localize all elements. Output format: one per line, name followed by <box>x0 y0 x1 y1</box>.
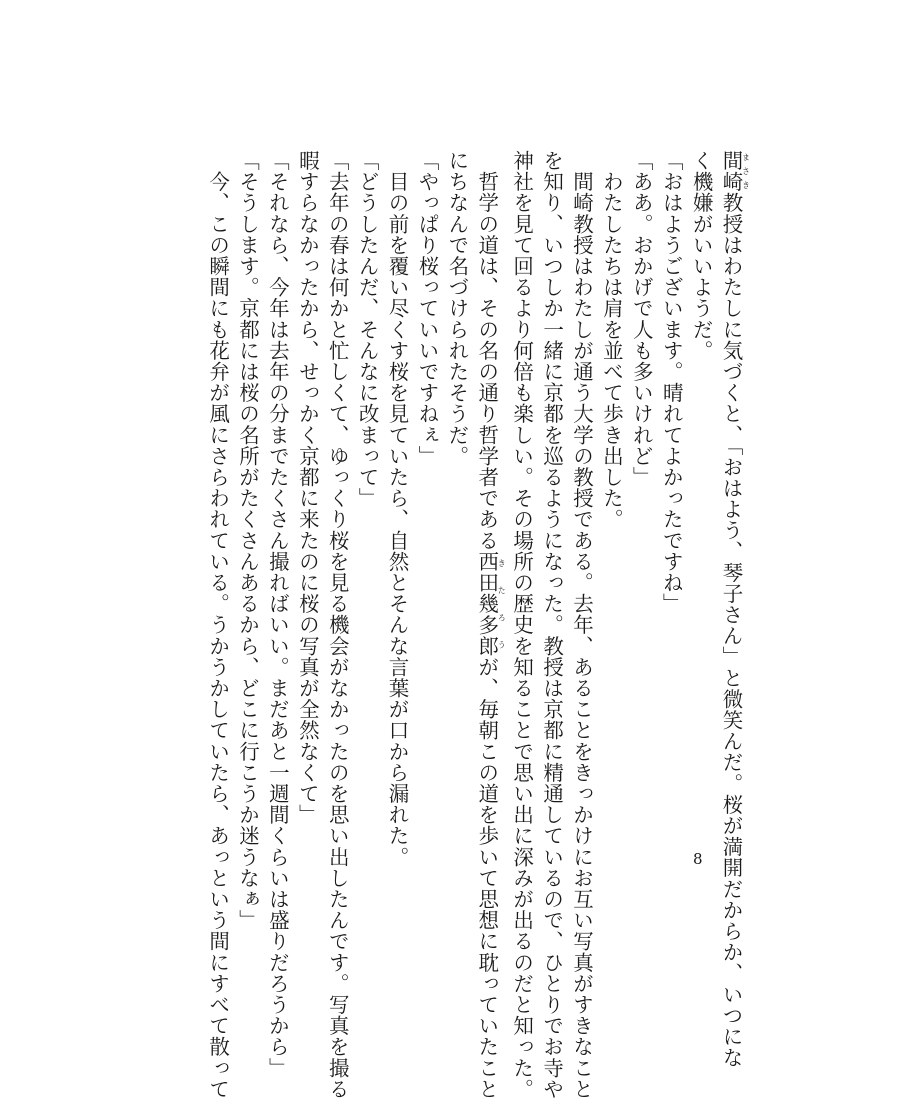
text-line: わたしたちは肩を並べて歩き出した。 <box>599 150 624 530</box>
text-segment: 教授はわたしに気づくと、「おはよう、琴子さん」と微笑んだ。桜が満開だからか、いつにな <box>719 192 743 1069</box>
ruby-text: きたろう <box>497 550 507 657</box>
page-number: 8 <box>693 850 703 868</box>
text-line: 「去年の春は何かと忙しくて、ゆっくり桜を見る機会がなかったのを思い出したんです。写真を撮る <box>325 150 350 1100</box>
text-line: 目の前を覆い尽くす桜を見ていたら、自然とそんな言葉が口から漏れた。 <box>385 150 410 868</box>
text-line <box>471 150 507 1100</box>
text-line: 「おはようございます。晴れてよかったですね」 <box>659 150 684 615</box>
ruby-annotation <box>474 550 507 657</box>
ruby-text: まさき <box>741 150 751 193</box>
text-line: 「どうしたんだ、そんなに改まって」 <box>355 150 380 509</box>
text-line: 「やっぱり桜っていいですねぇ」 <box>414 150 439 467</box>
text-segment: が、毎朝この道を歩いて思想に耽っていたこと <box>474 656 499 1100</box>
text-line: 暇すらなかったから、せっかく京都に来たのに桜の写真が全然なくて」 <box>295 150 320 826</box>
text-line: を知り、いつしか一緒に京都を巡るようになった。教授は京都に精通しているので、ひとりでお寺や <box>539 150 564 1100</box>
vertical-text-block <box>202 150 751 1100</box>
text-line: 「それなら、今年は去年の分までたくさん撮ればいい。まだあと一週間くらいは盛りだろうから」 <box>265 150 290 1079</box>
text-line: 間崎教授はわたしが通う大学の教授である。去年、あることをきっかけにお互い写真がすきなこと <box>569 150 594 1100</box>
text-segment: 哲学の道は、その名の通り哲学者である <box>474 150 499 551</box>
text-line <box>715 150 751 1069</box>
text-line: 「そうします。京都には桜の名所がたくさんあるから、どこに行こうか迷うなぁ」 <box>235 150 260 931</box>
ruby-annotation <box>719 150 751 193</box>
text-line: 「ああ。おかげで人も多いけれど」 <box>629 150 654 488</box>
text-line: 神社を見て回るより何倍も楽しい。その場所の歴史を知ることで思い出に深みが出るのだと知った。 <box>509 150 534 1100</box>
ruby-base: 西田幾多郎 <box>474 550 499 657</box>
text-line: く機嫌がいいようだ。 <box>689 150 714 361</box>
text-line: にちなんで名づけられたそうだ。 <box>444 150 469 467</box>
text-line: 今、この瞬間にも花弁が風にさらわれている。うかうかしていたら、あっという間にすべて散って <box>205 150 230 1100</box>
ruby-base: 間崎 <box>719 150 743 193</box>
